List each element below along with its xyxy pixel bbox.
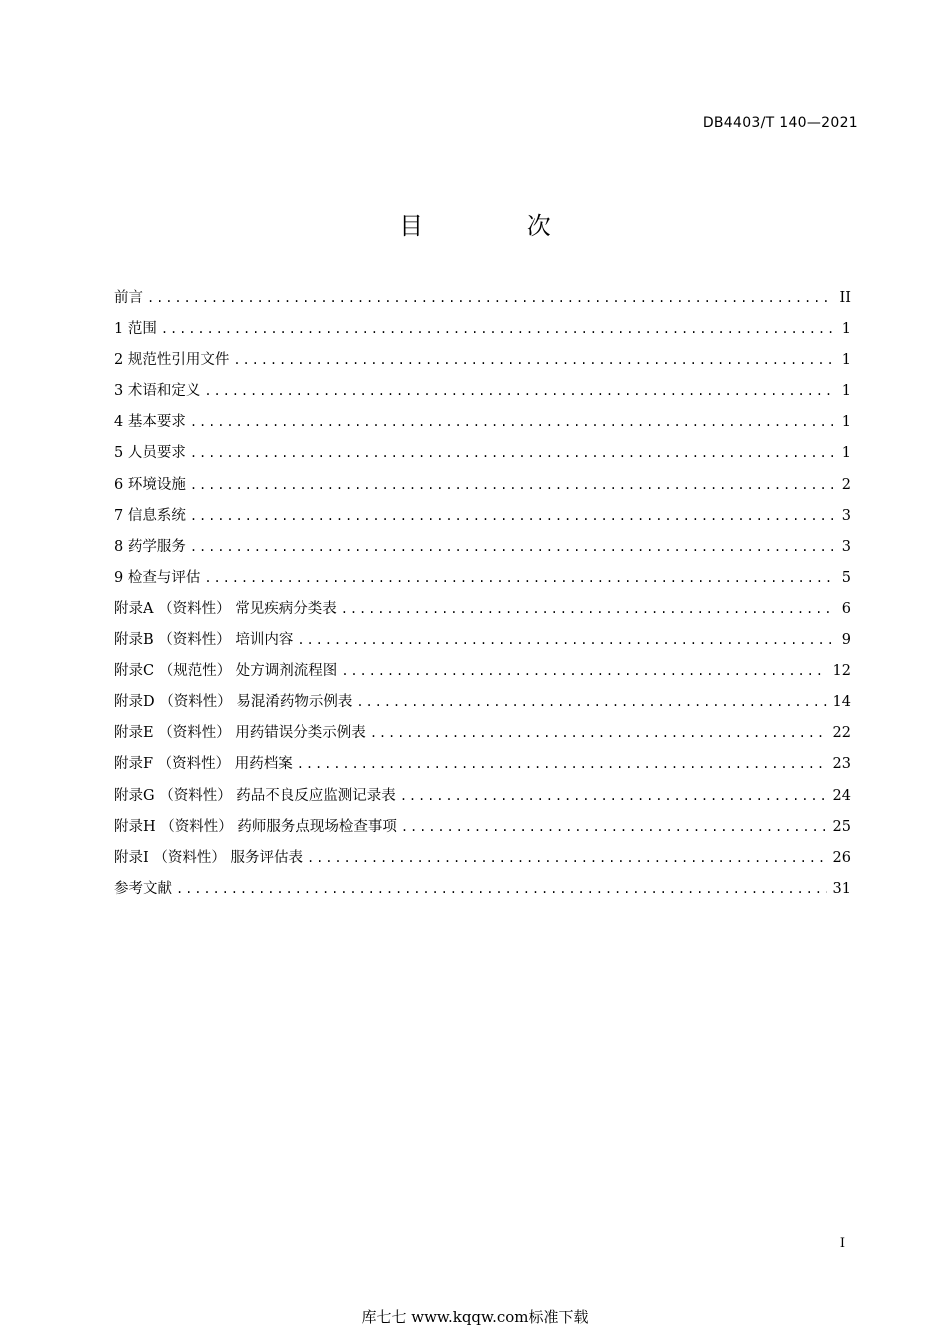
- dot-leader: [190, 504, 833, 528]
- toc-entry[interactable]: [114, 286, 851, 317]
- toc-entry[interactable]: [114, 566, 851, 597]
- toc-entry-page: 1: [841, 321, 851, 338]
- toc-entry-page: 12: [832, 663, 851, 680]
- toc-entry-page: 24: [832, 787, 851, 804]
- dot-leader: [190, 441, 833, 465]
- dot-leader: [204, 566, 833, 590]
- toc-entry-label: 附录C （规范性） 处方调剂流程图: [114, 663, 338, 680]
- toc-entry-label: 附录E （资料性） 用药错误分类示例表: [114, 725, 366, 742]
- toc-entry-label: 附录B （资料性） 培训内容: [114, 632, 294, 649]
- toc-entry[interactable]: [114, 628, 851, 659]
- toc-entry[interactable]: [114, 379, 851, 410]
- toc-entry-label: 1 范围: [114, 321, 157, 338]
- footer-watermark[interactable]: 库七七 www.kqqw.com标准下载: [361, 1308, 589, 1326]
- toc-entry[interactable]: [114, 815, 851, 846]
- toc-entry[interactable]: [114, 410, 851, 441]
- toc-entry-page: 22: [832, 725, 851, 742]
- toc-entry[interactable]: [114, 348, 851, 379]
- toc-entry-page: 3: [841, 507, 851, 524]
- dot-leader: [147, 286, 833, 310]
- dot-leader: [307, 846, 827, 870]
- dot-leader: [176, 877, 827, 901]
- toc-entry[interactable]: [114, 752, 851, 783]
- toc-entry-label: 7 信息系统: [114, 507, 186, 524]
- toc-entry[interactable]: [114, 846, 851, 877]
- toc-entry[interactable]: [114, 473, 851, 504]
- table-of-contents: [114, 286, 851, 908]
- dot-leader: [297, 628, 833, 652]
- toc-entry[interactable]: [114, 597, 851, 628]
- dot-leader: [401, 815, 827, 839]
- toc-entry-label: 5 人员要求: [114, 445, 186, 462]
- toc-entry-label: 2 规范性引用文件: [114, 352, 230, 369]
- toc-entry[interactable]: [114, 877, 851, 908]
- toc-entry-label: 附录I （资料性） 服务评估表: [114, 849, 303, 866]
- toc-entry-label: 前言: [114, 290, 143, 306]
- dot-leader: [233, 348, 833, 372]
- toc-entry-label: 9 检查与评估: [114, 569, 201, 586]
- toc-entry-page: 14: [832, 694, 851, 711]
- toc-entry-page: 6: [841, 600, 851, 617]
- toc-entry[interactable]: [114, 504, 851, 535]
- toc-entry-label: 附录H （资料性） 药师服务点现场检查事项: [114, 818, 397, 835]
- toc-entry-page: 2: [841, 476, 851, 493]
- toc-entry[interactable]: [114, 317, 851, 348]
- toc-entry-label: 4 基本要求: [114, 414, 186, 431]
- toc-entry-page: 9: [841, 632, 851, 649]
- toc-entry[interactable]: [114, 784, 851, 815]
- toc-title: 目 次: [399, 212, 599, 240]
- toc-entry-label: 6 环境设施: [114, 476, 186, 493]
- toc-entry-page: 31: [832, 880, 851, 897]
- dot-leader: [190, 473, 833, 497]
- toc-entry-page: 1: [841, 445, 851, 462]
- dot-leader: [356, 690, 826, 714]
- dot-leader: [190, 535, 833, 559]
- document-code: DB4403/T 140—2021: [702, 115, 858, 131]
- toc-entry[interactable]: [114, 441, 851, 472]
- toc-entry-page: 1: [841, 352, 851, 369]
- toc-entry-page: II: [839, 290, 851, 306]
- dot-leader: [400, 784, 827, 808]
- toc-entry-label: 8 药学服务: [114, 538, 186, 555]
- toc-entry-page: 3: [841, 538, 851, 555]
- toc-entry-page: 1: [841, 414, 851, 431]
- dot-leader: [370, 721, 827, 745]
- toc-entry-page: 26: [832, 849, 851, 866]
- toc-entry-page: 5: [841, 569, 851, 586]
- toc-entry-label: 3 术语和定义: [114, 383, 201, 400]
- toc-entry-label: 附录A （资料性） 常见疾病分类表: [114, 600, 337, 617]
- toc-entry[interactable]: [114, 690, 851, 721]
- toc-entry[interactable]: [114, 535, 851, 566]
- toc-entry[interactable]: [114, 721, 851, 752]
- dot-leader: [161, 317, 833, 341]
- toc-entry[interactable]: [114, 659, 851, 690]
- toc-entry-label: 参考文献: [114, 880, 172, 897]
- page-number: I: [839, 1236, 845, 1251]
- toc-entry-label: 附录D （资料性） 易混淆药物示例表: [114, 694, 353, 711]
- dot-leader: [341, 597, 833, 621]
- dot-leader: [297, 752, 827, 776]
- toc-entry-label: 附录G （资料性） 药品不良反应监测记录表: [114, 787, 396, 804]
- dot-leader: [190, 410, 833, 434]
- toc-entry-page: 1: [841, 383, 851, 400]
- toc-entry-page: 23: [832, 756, 851, 773]
- toc-entry-page: 25: [832, 818, 851, 835]
- toc-entry-label: 附录F （资料性） 用药档案: [114, 756, 293, 773]
- dot-leader: [341, 659, 826, 683]
- dot-leader: [204, 379, 833, 403]
